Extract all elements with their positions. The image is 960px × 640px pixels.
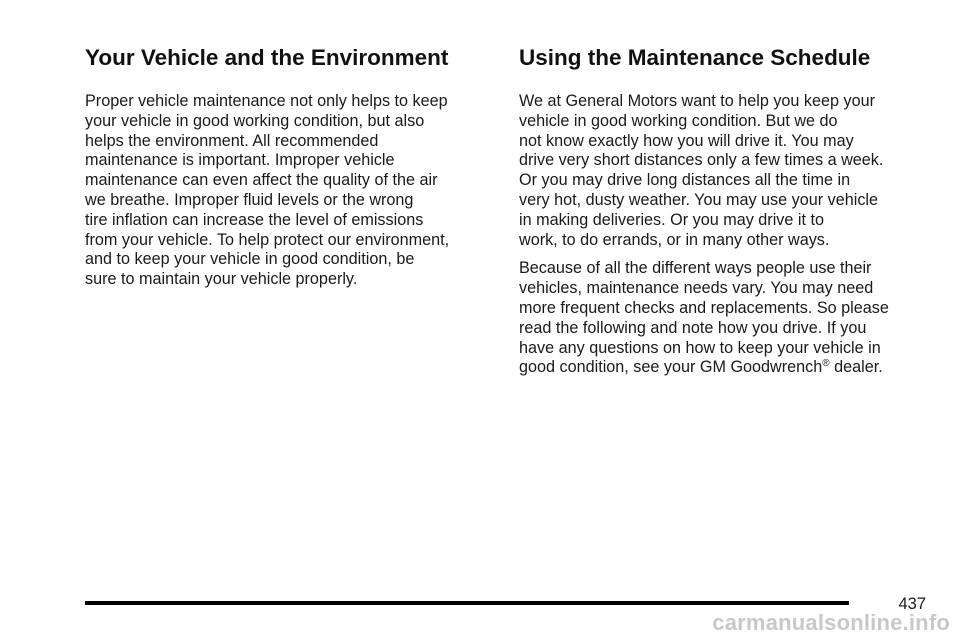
text-line: We at General Motors want to help you keep your <box>519 92 876 110</box>
left-column <box>85 40 495 290</box>
text-line: sure to maintain your vehicle properly. <box>85 270 358 289</box>
registered-trademark-mark: ® <box>822 358 830 370</box>
watermark-text: carmanualsonline.info <box>712 610 950 635</box>
text-span: dealer. <box>829 358 883 377</box>
maintenance-paragraph-1 <box>519 92 929 250</box>
footer-rule <box>85 601 849 605</box>
text-line: vehicle in good working condition. But we do <box>519 111 838 130</box>
text-line: tire inflation can increase the level of emissions <box>85 210 424 229</box>
text-span: good condition, see your GM Goodwrench <box>519 358 823 377</box>
text-line: we breathe. Improper fluid levels or the wrong <box>85 190 414 209</box>
section-heading-maintenance-schedule: Using the Maintenance Schedule <box>519 45 871 70</box>
text-line: drive very short distances only a few times a week. <box>519 151 884 170</box>
text-line: maintenance can even affect the quality of the air <box>85 171 438 190</box>
section-heading-environment: Your Vehicle and the Environment <box>85 45 449 70</box>
text-line: your vehicle in good working condition, but also <box>85 111 425 130</box>
text-line: more frequent checks and replacements. So please <box>519 298 889 317</box>
text-line: vehicles, maintenance needs vary. You may need <box>519 279 874 298</box>
text-line: read the following and note how you drive. If you <box>519 318 867 337</box>
text-line: Proper vehicle maintenance not only helps to keep <box>85 92 448 110</box>
text-line: Because of all the different ways people use their <box>519 259 872 278</box>
text-line-last <box>519 358 929 378</box>
text-line: in making deliveries. Or you may drive it to <box>519 210 824 229</box>
text-line: have any questions on how to keep your vehicle in <box>519 338 881 357</box>
text-line: not know exactly how you will drive it. You may <box>519 131 854 150</box>
text-line: from your vehicle. To help protect our environment, <box>85 230 450 249</box>
text-line: work, to do errands, or in many other ways. <box>519 230 830 249</box>
text-line: helps the environment. All recommended <box>85 131 379 150</box>
maintenance-paragraph-2 <box>519 259 929 378</box>
right-column <box>519 40 929 378</box>
text-line: and to keep your vehicle in good condition, be <box>85 250 415 269</box>
page-number: 437 <box>898 595 926 613</box>
text-line: maintenance is important. Improper vehicle <box>85 151 395 170</box>
environment-paragraph <box>85 92 495 290</box>
text-line: very hot, dusty weather. You may use your vehicle <box>519 190 879 209</box>
text-line: Or you may drive long distances all the time in <box>519 171 851 190</box>
